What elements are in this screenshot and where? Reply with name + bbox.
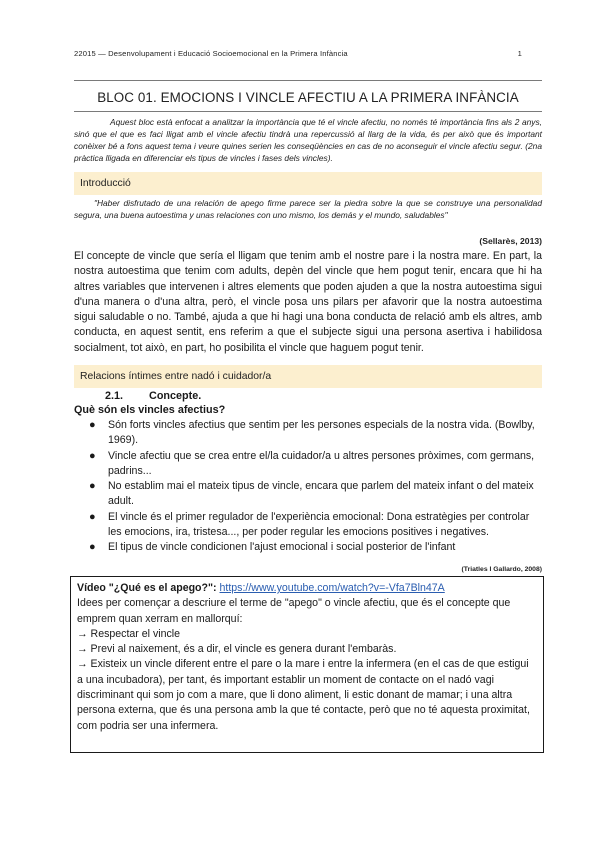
title-rule (74, 111, 542, 112)
page-number: 1 (517, 49, 522, 58)
body-paragraph: El concepte de vincle que sería el lligam que tenim amb el nostre pare i la nostra mare. En part, la nostra autoestima que tenim com adults, depèn del vincle que hem pogut tenir, encara que hi ha altres variables que intervenen i altres elements que poden ajuden a que la nostra autoestima sigui d'una manera o d'una altra, però, el vincle posa uns pilars per afavorir que la nostra autoestima sigui saludable o no. També, ajuda a que hi hagi una bona conducta de relació amb els altres, amb conducta, en aquest sentit, ens referim a que el subjecte sigui una persona asertiva i habilidosa socialment, tot això, en part, ho posibilita el vincle que haguem pogut tenir. (74, 250, 542, 354)
running-title: 22015 — Desenvolupament i Educació Socioemocional en la Primera Infància (74, 49, 348, 58)
section-label: Introducció (80, 178, 131, 189)
subsection-heading (105, 390, 201, 402)
video-link[interactable]: https://www.youtube.com/watch?v=-Vfa7Bln47A (219, 582, 445, 594)
bullet-icon: ● (89, 449, 96, 462)
video-line: Idees per començar a descriure el terme de "apego" o vincle afectiu, que és el concepte que emprem quan xerram en mallorquí: (77, 597, 511, 625)
list-item: ● No establim mai el mateix tipus de vincle, encara que parlem del mateix infant o del mateix adult. (89, 480, 534, 508)
top-rule (74, 80, 542, 81)
page-title: BLOC 01. EMOCIONS I VINCLE AFECTIU A LA PRIMERA INFÀNCIA (97, 90, 519, 105)
intro-paragraph (74, 116, 542, 164)
quote-text: "Haber disfrutado de una relación de apego firme parece ser la piedra sobre la que se construye una personalidad segura, una buena autoestima y unas relaciones con uno mismo, los demás y el mundo, saludables" (74, 198, 542, 220)
list-item: ● Són forts vincles afectius que sentim per les persones especials de la nostra vida. (Bowlby, 1969). (89, 419, 535, 447)
section-band-introduccio (74, 172, 542, 195)
bullet-icon: ● (89, 541, 96, 554)
video-line: → Existeix un vincle diferent entre el pare o la mare i entre la infermera (en el cas de que estigui a una incubadora), per tant, és important establir un moment de contacte on el nadó vagi discriminant qui som jo com a mare, que li dono aliment, li estic donant de mamar; i una altra persona externa, que és una persona amb la que té contacte, però que no té aquesta proximitat, com podria ser una infermera. (77, 658, 530, 732)
list-item: ● Vincle afectiu que se crea entre el/la cuidador/a u altres persones pròximes, com germans, padrins... (89, 449, 535, 477)
subsection-title: Concepte. (149, 390, 202, 402)
video-box (70, 576, 544, 753)
video-label: Vídeo "¿Qué es el apego?": (77, 582, 217, 594)
video-heading-line (77, 581, 537, 596)
subsection-number: 2.1. (105, 390, 124, 402)
bullets-citation: (Triatles I Gallardo, 2008) (461, 566, 542, 573)
bullet-list (74, 418, 542, 556)
video-line: → Previ al naixement, és a dir, el vincle es genera durant l'embaràs. (77, 643, 397, 656)
intro-text: Aquest bloc està enfocat a analitzar la importància que té el vincle afectiu, no només té importància fins als 2 anys, sinó que el que es faci lligat amb el vincle afectiu tindrà una repercussió al llarg de la vida, és per això que és important conèixer bé a fons aquest tema i veure quines serien les conseqüències en cas de no aconseguir el vincle afectiu segur. (2na pràctica lligada en diferenciar els tipus de vincles i fases dels vincles). (74, 117, 542, 163)
list-item: ● El vincle és el primer regulador de l'experiència emocional: Dona estratègies per controlar les emocions, ira, tristesa..., per poder regular les emocions positives i negatives. (89, 510, 530, 539)
section-label: Relacions íntimes entre nadó i cuidador/a (80, 371, 272, 382)
question-heading: Què són els vincles afectius? (74, 404, 226, 416)
quote-citation: (Sellarès, 2013) (479, 236, 542, 246)
list-item: ● El tipus de vincle condicionen l'ajust emocional i social posterior de l'infant (74, 540, 542, 555)
running-header (74, 49, 526, 58)
section-band-relacions (74, 365, 542, 388)
bullet-icon: ● (89, 510, 96, 523)
epigraph-quote (74, 197, 542, 221)
bullet-icon: ● (89, 480, 96, 493)
video-line: → Respectar el vincle (77, 627, 181, 640)
bullet-icon: ● (89, 419, 96, 431)
